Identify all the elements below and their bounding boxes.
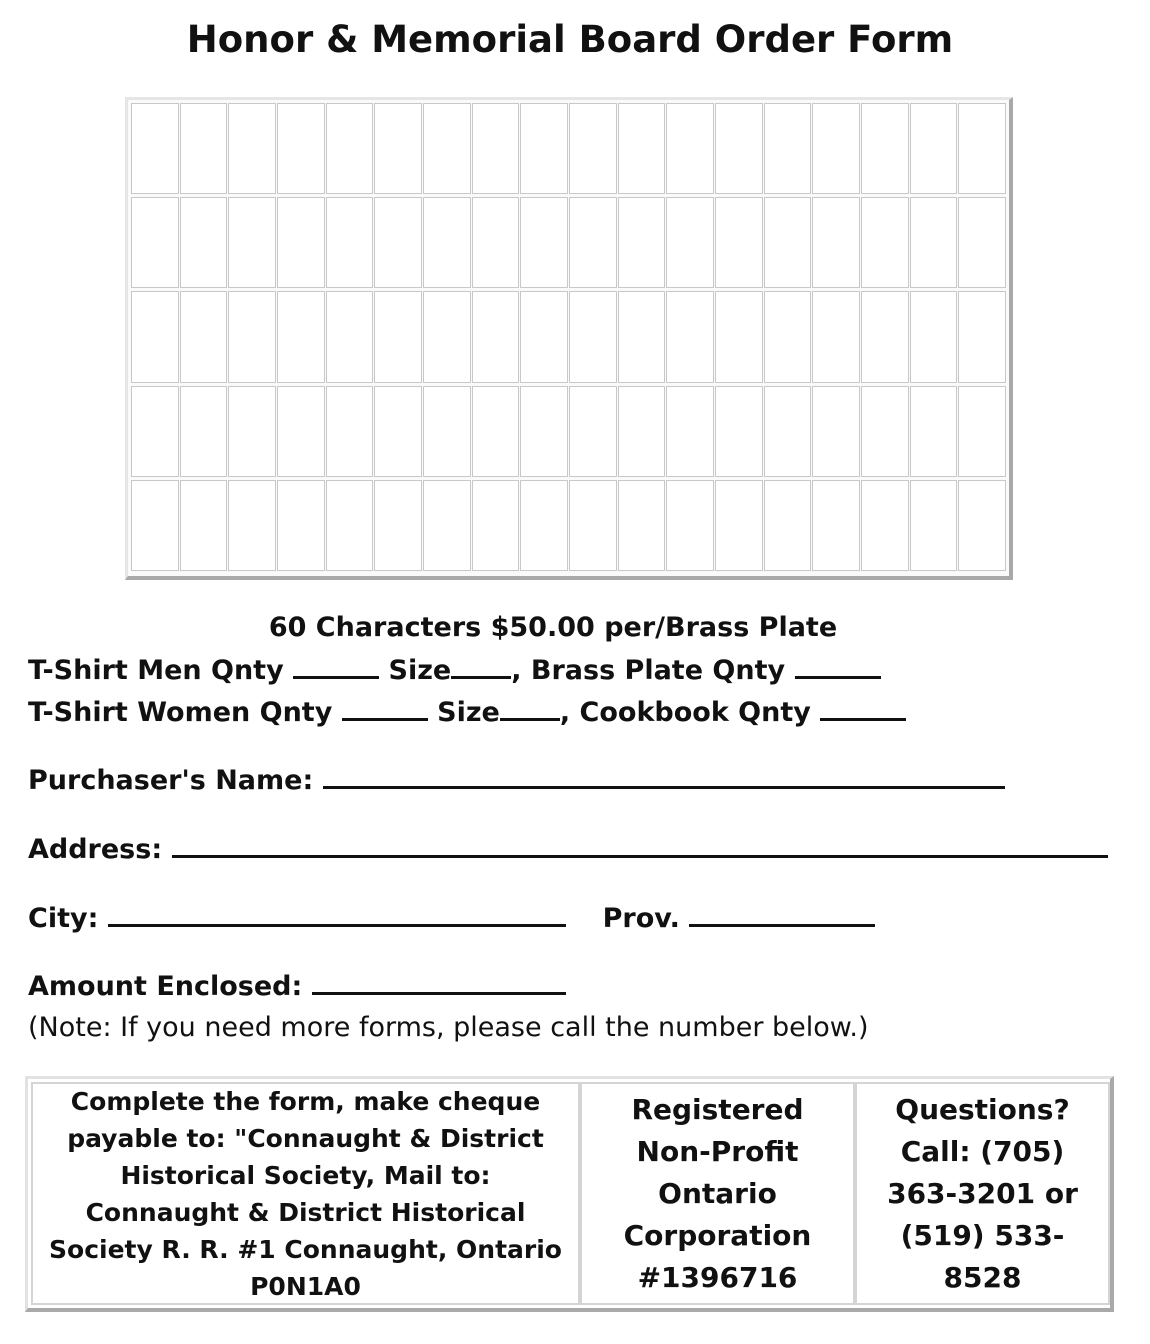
purchaser-row: [28, 764, 1005, 796]
tshirt-men-row: [28, 654, 881, 686]
character-cell[interactable]: [618, 197, 666, 288]
character-cell[interactable]: [472, 197, 520, 288]
instructions-cell: [31, 1082, 580, 1305]
character-cell[interactable]: [520, 103, 568, 194]
address-label: Address:: [28, 834, 163, 865]
amount-enclosed-field[interactable]: [312, 970, 566, 995]
questions-text: Questions? Call: (705) 363-3201 or (519) 533-8528: [887, 1092, 1078, 1294]
character-cell[interactable]: [764, 103, 812, 194]
character-cell[interactable]: [618, 386, 666, 477]
purchaser-name-field[interactable]: [323, 764, 1005, 789]
character-cell[interactable]: [861, 291, 909, 382]
form-title: Honor & Memorial Board Order Form: [186, 18, 954, 61]
character-cell[interactable]: [520, 197, 568, 288]
cookbook-qty-label: , Cookbook Qnty: [559, 697, 811, 728]
character-cell[interactable]: [326, 103, 374, 194]
character-cell[interactable]: [618, 480, 666, 571]
character-cell[interactable]: [131, 103, 179, 194]
character-cell[interactable]: [958, 103, 1006, 194]
character-cell[interactable]: [472, 103, 520, 194]
amount-enclosed-label: Amount Enclosed:: [28, 971, 303, 1002]
address-field[interactable]: [172, 833, 1108, 858]
character-cell[interactable]: [812, 386, 860, 477]
character-cell[interactable]: [666, 103, 714, 194]
brass-plate-qty-label: , Brass Plate Qnty: [511, 655, 786, 686]
registration-text: Registered Non-Profit Ontario Corporation #1396716: [623, 1092, 812, 1294]
character-cell[interactable]: [764, 386, 812, 477]
price-line: 60 Characters $50.00 per/Brass Plate: [268, 612, 838, 643]
tshirt-men-qty-label: T-Shirt Men Qnty: [28, 655, 284, 686]
character-cell[interactable]: [520, 291, 568, 382]
character-cell[interactable]: [277, 480, 325, 571]
brass-plate-qty-field[interactable]: [795, 654, 881, 679]
character-cell[interactable]: [374, 480, 422, 571]
character-cell[interactable]: [472, 480, 520, 571]
character-cell[interactable]: [569, 291, 617, 382]
character-cell[interactable]: [180, 386, 228, 477]
character-cell[interactable]: [326, 386, 374, 477]
character-grid: [131, 103, 1007, 574]
character-cell[interactable]: [764, 291, 812, 382]
character-cell[interactable]: [180, 103, 228, 194]
character-cell[interactable]: [715, 197, 763, 288]
character-cell[interactable]: [812, 103, 860, 194]
character-cell[interactable]: [569, 480, 617, 571]
character-cell[interactable]: [715, 103, 763, 194]
character-cell[interactable]: [374, 386, 422, 477]
character-cell[interactable]: [423, 103, 471, 194]
character-cell[interactable]: [277, 103, 325, 194]
character-cell[interactable]: [277, 291, 325, 382]
purchaser-name-label: Purchaser's Name:: [28, 765, 314, 796]
character-cell[interactable]: [861, 386, 909, 477]
character-cell[interactable]: [277, 197, 325, 288]
city-field[interactable]: [108, 902, 566, 927]
character-cell[interactable]: [131, 386, 179, 477]
character-cell[interactable]: [861, 480, 909, 571]
character-cell[interactable]: [472, 386, 520, 477]
character-cell[interactable]: [569, 103, 617, 194]
tshirt-men-size-field[interactable]: [451, 654, 511, 679]
character-cell[interactable]: [472, 291, 520, 382]
character-cell[interactable]: [228, 480, 276, 571]
character-cell[interactable]: [812, 480, 860, 571]
character-cell[interactable]: [764, 197, 812, 288]
character-cell[interactable]: [374, 291, 422, 382]
note-text: (Note: If you need more forms, please call the number below.): [28, 1012, 869, 1043]
character-cell[interactable]: [861, 103, 909, 194]
character-cell[interactable]: [180, 480, 228, 571]
character-cell[interactable]: [958, 386, 1006, 477]
character-cell[interactable]: [228, 103, 276, 194]
character-cell[interactable]: [618, 291, 666, 382]
character-cell[interactable]: [910, 291, 958, 382]
character-cell[interactable]: [228, 197, 276, 288]
amount-row: [28, 970, 566, 1002]
address-row: [28, 833, 1108, 865]
character-cell[interactable]: [910, 386, 958, 477]
character-cell[interactable]: [958, 197, 1006, 288]
character-cell[interactable]: [277, 386, 325, 477]
character-cell[interactable]: [958, 480, 1006, 571]
character-cell[interactable]: [715, 480, 763, 571]
character-cell[interactable]: [520, 386, 568, 477]
character-cell[interactable]: [131, 480, 179, 571]
character-cell[interactable]: [569, 386, 617, 477]
character-cell[interactable]: [958, 291, 1006, 382]
character-cell[interactable]: [569, 197, 617, 288]
prov-label: Prov.: [602, 903, 680, 934]
character-cell[interactable]: [618, 103, 666, 194]
character-cell[interactable]: [715, 291, 763, 382]
character-cell[interactable]: [666, 291, 714, 382]
character-cell[interactable]: [423, 480, 471, 571]
tshirt-men-qty-field[interactable]: [293, 654, 379, 679]
character-cell[interactable]: [326, 197, 374, 288]
character-grid-frame: [125, 97, 1013, 580]
city-label: City:: [28, 903, 99, 934]
questions-cell: [855, 1082, 1110, 1305]
character-cell[interactable]: [910, 103, 958, 194]
character-cell[interactable]: [910, 480, 958, 571]
character-cell[interactable]: [910, 197, 958, 288]
character-cell[interactable]: [180, 291, 228, 382]
character-cell[interactable]: [374, 197, 422, 288]
tshirt-women-size-label: Size: [437, 697, 500, 728]
character-cell[interactable]: [423, 291, 471, 382]
character-cell[interactable]: [666, 386, 714, 477]
character-cell[interactable]: [180, 197, 228, 288]
character-cell[interactable]: [326, 480, 374, 571]
character-cell[interactable]: [374, 103, 422, 194]
instructions-text: Complete the form, make cheque payable to: "Connaught & District Historical Society, Mail to: Connaught & District Historical Society R. R. #1 Connaught, Ontario P0N1A0: [49, 1086, 562, 1301]
tshirt-men-size-label: Size: [388, 655, 452, 686]
tshirt-women-row: [28, 696, 906, 728]
character-cell[interactable]: [715, 386, 763, 477]
character-cell[interactable]: [423, 197, 471, 288]
tshirt-women-qty-field[interactable]: [342, 696, 428, 721]
character-cell[interactable]: [423, 386, 471, 477]
character-cell[interactable]: [764, 480, 812, 571]
tshirt-women-qty-label: T-Shirt Women Qnty: [28, 697, 333, 728]
tshirt-women-size-field[interactable]: [500, 696, 560, 721]
prov-field[interactable]: [689, 902, 875, 927]
footer-table: [25, 1076, 1114, 1312]
character-cell[interactable]: [861, 197, 909, 288]
character-cell[interactable]: [666, 480, 714, 571]
character-cell[interactable]: [812, 291, 860, 382]
registration-cell: [580, 1082, 855, 1305]
character-cell[interactable]: [666, 197, 714, 288]
character-cell[interactable]: [131, 291, 179, 382]
city-row: [28, 902, 875, 934]
character-cell[interactable]: [812, 197, 860, 288]
character-cell[interactable]: [326, 291, 374, 382]
character-cell[interactable]: [520, 480, 568, 571]
character-cell[interactable]: [131, 197, 179, 288]
character-cell[interactable]: [228, 386, 276, 477]
cookbook-qty-field[interactable]: [820, 696, 906, 721]
character-cell[interactable]: [228, 291, 276, 382]
